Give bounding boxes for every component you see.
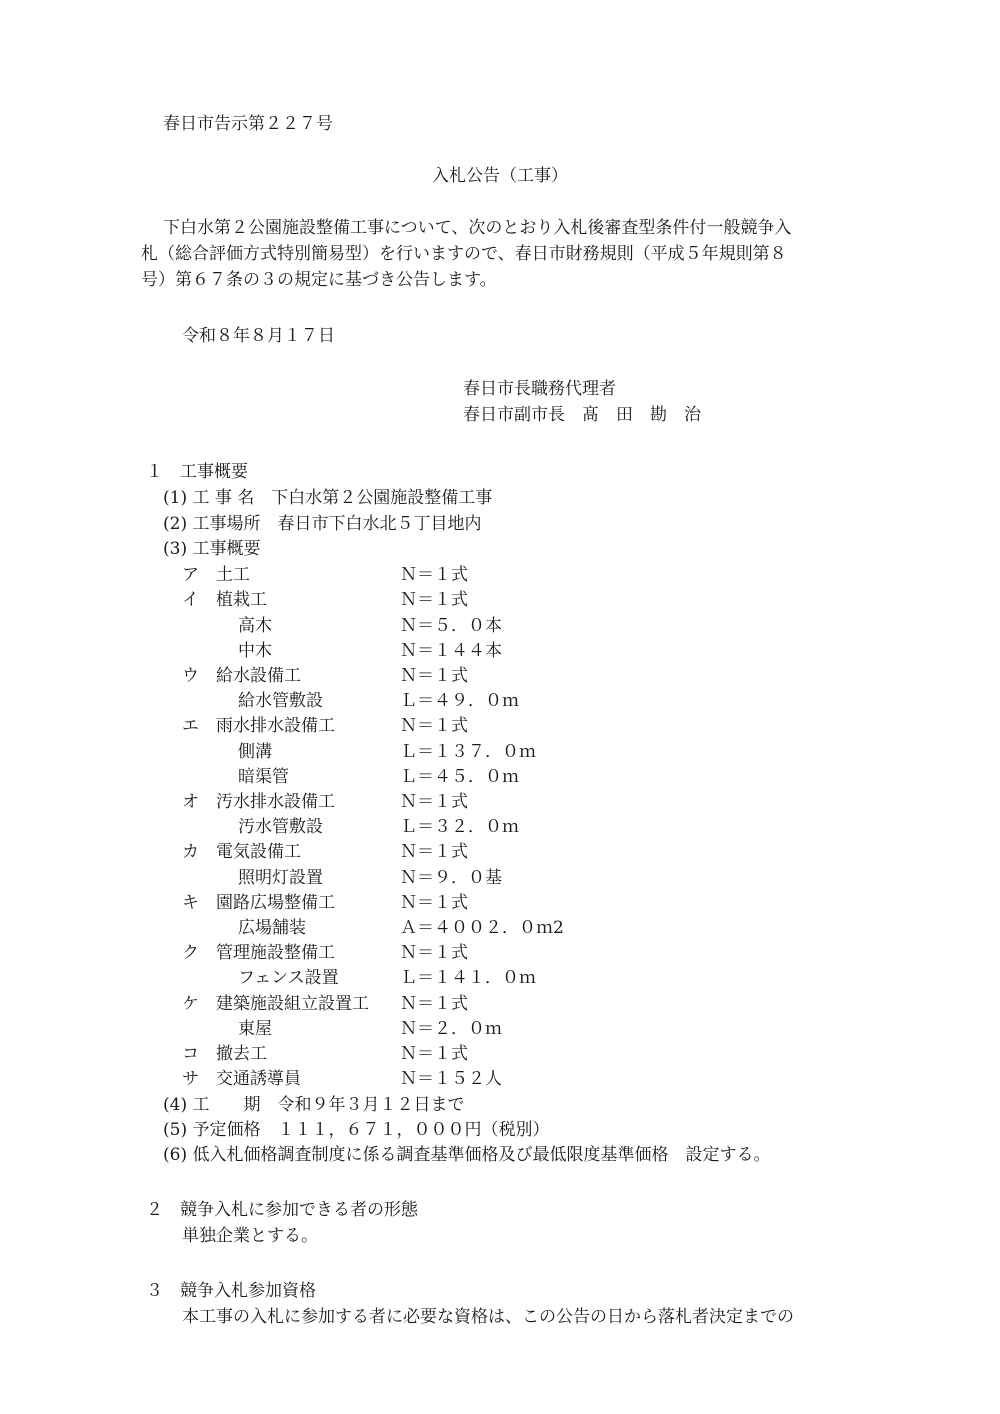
intro-line-3: 号）第６７条の３の規定に基づき公告します。	[141, 270, 497, 290]
work-row	[182, 790, 468, 815]
work-value: Ｎ＝１式	[400, 792, 468, 812]
work-label: 東屋	[238, 1019, 272, 1039]
section-1-heading: １ 工事概要	[146, 462, 248, 482]
document-title: 入札公告（工事）	[432, 166, 568, 186]
work-value: Ｎ＝１式	[400, 893, 468, 913]
work-row	[238, 689, 519, 714]
work-row	[182, 840, 468, 865]
project-name: (1) 工 事 名 下白水第２公園施設整備工事	[163, 488, 493, 508]
work-value: Ｌ＝１３７．０ｍ	[400, 742, 536, 762]
notice-number: 春日市告示第２２７号	[163, 114, 333, 134]
work-label: カ 電気設備工	[182, 842, 301, 862]
work-row	[238, 639, 502, 664]
issuer-name: 春日市副市長 髙 田 勘 治	[463, 405, 701, 425]
work-row	[238, 740, 536, 765]
work-value: Ｎ＝１式	[400, 842, 468, 862]
work-value: Ｎ＝１式	[400, 994, 468, 1014]
section-2-heading: ２ 競争入札に参加できる者の形態	[146, 1200, 418, 1220]
work-row	[238, 614, 502, 639]
section-3-heading: ３ 競争入札参加資格	[146, 1281, 316, 1301]
work-row	[182, 1042, 468, 1067]
work-label: ウ 給水設備工	[182, 666, 301, 686]
work-label: ア 土工	[182, 565, 250, 585]
section-3-body: 本工事の入札に参加する者に必要な資格は、この公告の日から落札者決定までの	[182, 1307, 794, 1327]
work-row	[238, 966, 536, 991]
work-value: Ｎ＝１式	[400, 590, 468, 610]
work-value: Ｎ＝１５２人	[400, 1069, 502, 1089]
work-label: コ 撤去工	[182, 1044, 267, 1064]
project-location: (2) 工事場所 春日市下白水北５丁目地内	[163, 514, 482, 534]
work-label: キ 園路広場整備工	[182, 893, 335, 913]
work-value: Ｎ＝９．０基	[400, 868, 502, 888]
work-value: Ｌ＝１４１．０ｍ	[400, 968, 536, 988]
work-label: エ 雨水排水設備工	[182, 716, 335, 736]
work-row	[182, 992, 468, 1017]
work-value: Ｎ＝１４４本	[400, 641, 502, 661]
work-label: ケ 建築施設組立設置工	[182, 994, 369, 1014]
work-row	[238, 916, 564, 941]
work-label: 中木	[238, 641, 272, 661]
work-label: オ 汚水排水設備工	[182, 792, 335, 812]
work-label: サ 交通誘導員	[182, 1069, 301, 1089]
intro-line-2: 札（総合評価方式特別簡易型）を行いますので、春日市財務規則（平成５年規則第８	[141, 244, 787, 264]
work-label: イ 植栽工	[182, 590, 267, 610]
work-row	[182, 1067, 502, 1092]
work-label: 高木	[238, 616, 272, 636]
work-row	[238, 765, 519, 790]
work-value: Ｎ＝１式	[400, 666, 468, 686]
work-value: Ｎ＝１式	[400, 943, 468, 963]
planned-price: (5) 予定価格 １１１，６７１，０００円（税別）	[163, 1120, 550, 1140]
issuer-title: 春日市長職務代理者	[463, 379, 616, 399]
work-label: ク 管理施設整備工	[182, 943, 335, 963]
intro-line-1: 下白水第２公園施設整備工事について、次のとおり入札後審査型条件付一般競争入	[163, 218, 792, 238]
work-value: Ｎ＝１式	[400, 1044, 468, 1064]
work-value: Ｎ＝１式	[400, 565, 468, 585]
low-bid-survey: (6) 低入札価格調査制度に係る調査基準価格及び最低限度基準価格 設定する。	[163, 1145, 771, 1165]
work-overview-heading: (3) 工事概要	[163, 539, 261, 559]
work-label: 汚水管敷設	[238, 817, 323, 837]
work-row	[182, 563, 468, 588]
work-value: Ｌ＝４９．０ｍ	[400, 691, 519, 711]
section-2-body: 単独企業とする。	[182, 1226, 318, 1246]
work-label: フェンス設置	[238, 968, 339, 988]
construction-period: (4) 工 期 令和９年３月１２日まで	[163, 1095, 465, 1115]
work-value: Ｎ＝２．０ｍ	[400, 1019, 502, 1039]
work-row	[238, 1017, 502, 1042]
work-row	[182, 941, 468, 966]
work-row	[182, 714, 468, 739]
work-value: Ｎ＝５．０本	[400, 616, 502, 636]
work-row	[238, 866, 502, 891]
work-label: 広場舗装	[238, 918, 306, 938]
work-row	[182, 664, 468, 689]
work-value: Ｌ＝３２．０ｍ	[400, 817, 519, 837]
work-value: Ｎ＝１式	[400, 716, 468, 736]
work-label: 照明灯設置	[238, 868, 323, 888]
work-value: Ｌ＝４５．０ｍ	[400, 767, 519, 787]
work-row	[238, 815, 519, 840]
work-row	[182, 588, 468, 613]
notice-date: 令和８年８月１７日	[182, 326, 335, 346]
work-label: 暗渠管	[238, 767, 289, 787]
work-label: 側溝	[238, 742, 272, 762]
work-value: Ａ＝４００２．０ｍ2	[400, 918, 564, 938]
work-label: 給水管敷設	[238, 691, 323, 711]
work-row	[182, 891, 468, 916]
